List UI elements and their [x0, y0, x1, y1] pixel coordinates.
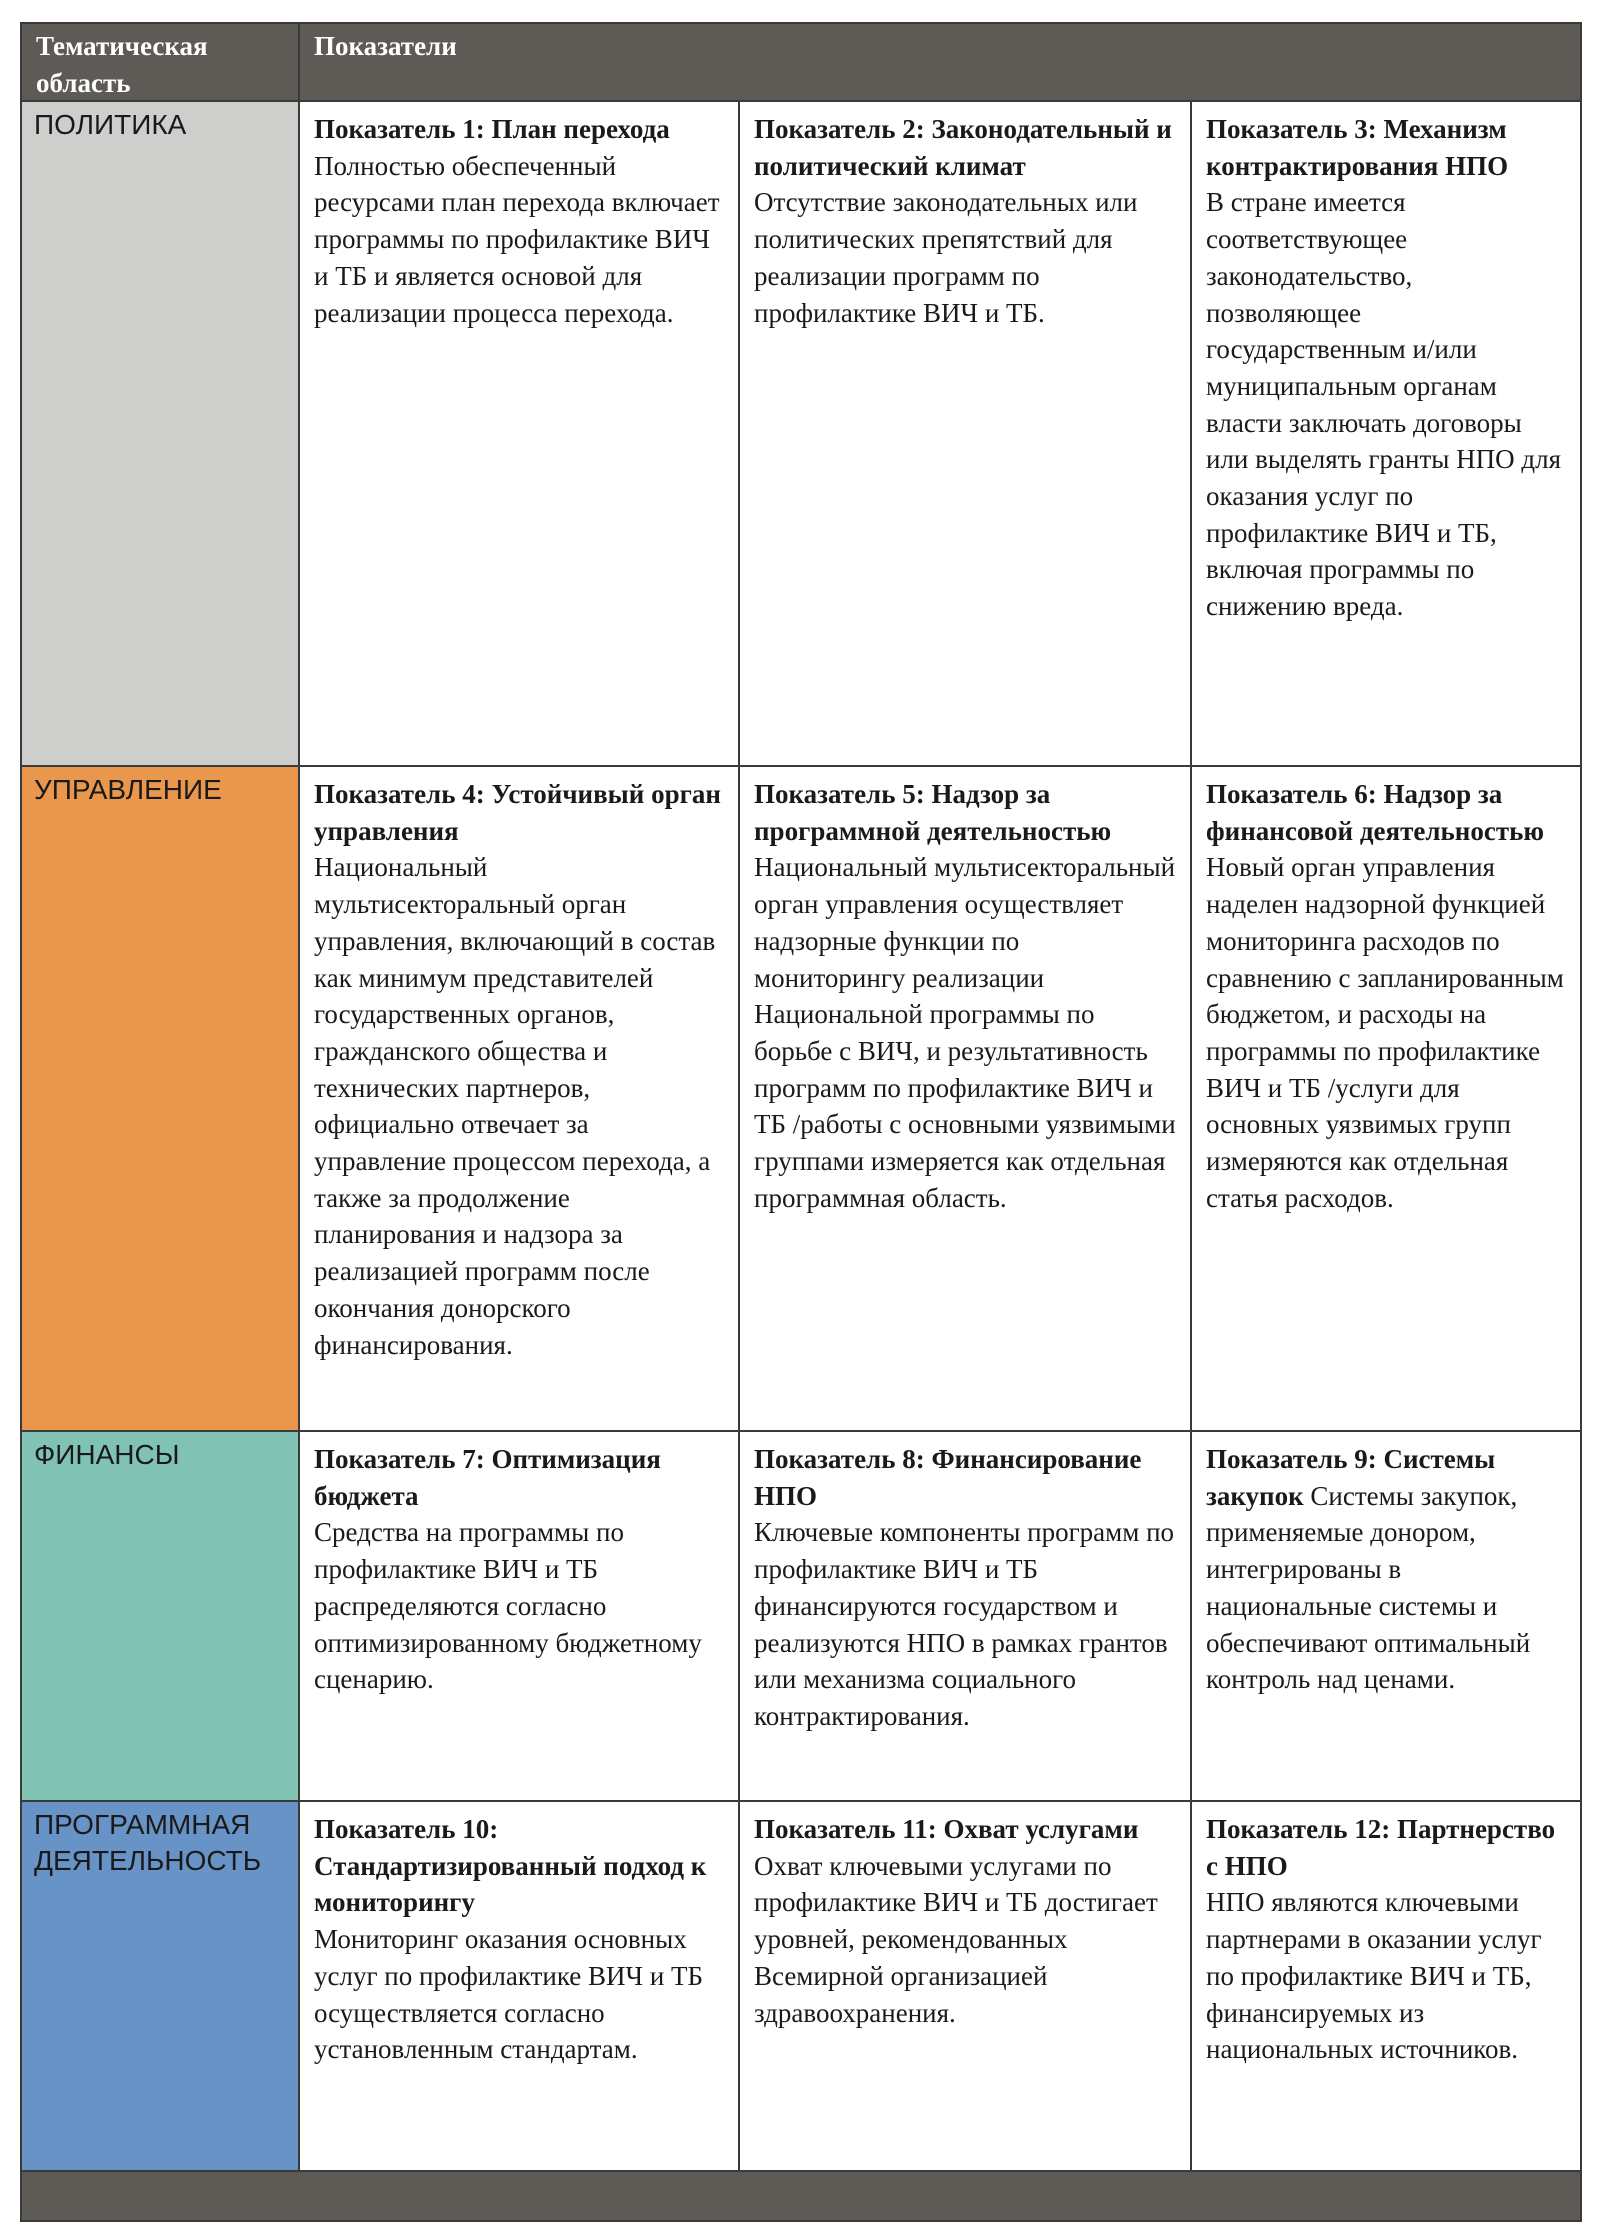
- header-indicators: Показатели: [314, 31, 457, 61]
- indicator-cell-2: [740, 102, 1192, 765]
- indicator-cell-4: [300, 767, 740, 1430]
- header-thematic-area: Тематическая область: [22, 24, 300, 100]
- indicator-cell-11: [740, 1802, 1192, 2170]
- indicator-text: Национальный мультисекторальный орган управления, включающий в состав как минимум представителей государственных органов, гражданского общества и технических партнеров, официально отвечает за управление процессом перехода, а также за продолжение планирования и надзора за реализацией программ после окончания донорского финансирования.: [314, 852, 716, 1360]
- indicator-cell-8: [740, 1432, 1192, 1800]
- indicator-text: Мониторинг оказания основных услуг по профилактике ВИЧ и ТБ осуществляется согласно установленным стандартам.: [314, 1924, 704, 2065]
- indicator-text: В стране имеется соответствующее законодательство, позволяющее государственным и/или муниципальным органам власти заключать договоры или выделять гранты НПО для оказания услуг по профилактике ВИЧ и ТБ, включая программы по снижению вреда.: [1206, 187, 1562, 622]
- indicator-title: Показатель 12: Партнерство с НПО: [1206, 1814, 1556, 1881]
- table-row-finance: [22, 1432, 1580, 1802]
- table-header-row: [22, 24, 1580, 102]
- area-program: ПРОГРАММНАЯ ДЕЯТЕЛЬНОСТЬ: [22, 1802, 300, 2170]
- indicator-title: Показатель 2: Законодательный и политический климат: [754, 114, 1172, 181]
- table-footer-row: [22, 2172, 1580, 2220]
- indicator-text: Системы закупок, применяемые донором, интегрированы в национальные системы и обеспечивают оптимальный контроль над ценами.: [1206, 1480, 1531, 1695]
- area-finance: ФИНАНСЫ: [22, 1432, 300, 1800]
- table-row-governance: [22, 767, 1580, 1432]
- indicator-text: Национальный мультисекторальный орган управления осуществляет надзорные функции по мониторингу реализации Национальной программы по борьбе с ВИЧ, и результативность программ по профилактике ВИЧ и ТБ /работы с основными уязвимыми группами измеряется как отдельная программная область.: [754, 852, 1176, 1213]
- indicator-title: Показатель 6: Надзор за финансовой деятельностью: [1206, 779, 1545, 846]
- indicator-title: Показатель 4: Устойчивый орган управления: [314, 779, 721, 846]
- table-row-politics: [22, 102, 1580, 767]
- indicator-text: Отсутствие законодательных или политических препятствий для реализации программ по профилактике ВИЧ и ТБ.: [754, 187, 1138, 328]
- indicator-title: Показатель 7: Оптимизация бюджета: [314, 1444, 661, 1511]
- table-row-program: [22, 1802, 1580, 2172]
- indicator-cell-5: [740, 767, 1192, 1430]
- indicator-title: Показатель 10: Стандартизированный подход к мониторингу: [314, 1814, 707, 1918]
- indicator-title: Показатель 9: Системы закупок: [1206, 1444, 1496, 1511]
- indicator-cell-12: [1192, 1802, 1580, 2170]
- indicator-title: Показатель 1: План перехода: [314, 114, 670, 144]
- indicator-title: Показатель 3: Механизм контрактирования НПО: [1206, 114, 1509, 181]
- indicator-cell-7: [300, 1432, 740, 1800]
- indicator-cell-10: [300, 1802, 740, 2170]
- indicator-cell-6: [1192, 767, 1580, 1430]
- area-politics: ПОЛИТИКА: [22, 102, 300, 765]
- indicators-table: [20, 22, 1582, 2222]
- indicator-text: Ключевые компоненты программ по профилактике ВИЧ и ТБ финансируются государством и реализуются НПО в рамках грантов или механизма социального контрактирования.: [754, 1517, 1175, 1731]
- indicator-cell-1: [300, 102, 740, 765]
- indicator-text: Новый орган управления наделен надзорной функцией мониторинга расходов по сравнению с запланированным бюджетом, и расходы на программы по профилактике ВИЧ и ТБ /услуги для основных уязвимых групп измеряются как отдельная статья расходов.: [1206, 852, 1564, 1213]
- indicator-text: Полностью обеспеченный ресурсами план перехода включает программы по профилактике ВИЧ и ТБ и является основой для реализации процесса перехода.: [314, 150, 720, 328]
- indicator-text: Охват ключевыми услугами по профилактике ВИЧ и ТБ достигает уровней, рекомендованных Всемирной организацией здравоохранения.: [754, 1850, 1158, 2028]
- indicator-text: НПО являются ключевыми партнерами в оказании услуг по профилактике ВИЧ и ТБ, финансируемых из национальных источников.: [1206, 1887, 1542, 2065]
- area-governance: УПРАВЛЕНИЕ: [22, 767, 300, 1430]
- indicator-cell-9: [1192, 1432, 1580, 1800]
- indicator-text: Средства на программы по профилактике ВИЧ и ТБ распределяются согласно оптимизированному бюджетному сценарию.: [314, 1517, 702, 1695]
- indicator-title: Показатель 5: Надзор за программной деятельностью: [754, 779, 1112, 846]
- indicator-cell-3: [1192, 102, 1580, 765]
- indicator-title: Показатель 8: Финансирование НПО: [754, 1444, 1142, 1511]
- indicator-title: Показатель 11: Охват услугами: [754, 1814, 1139, 1844]
